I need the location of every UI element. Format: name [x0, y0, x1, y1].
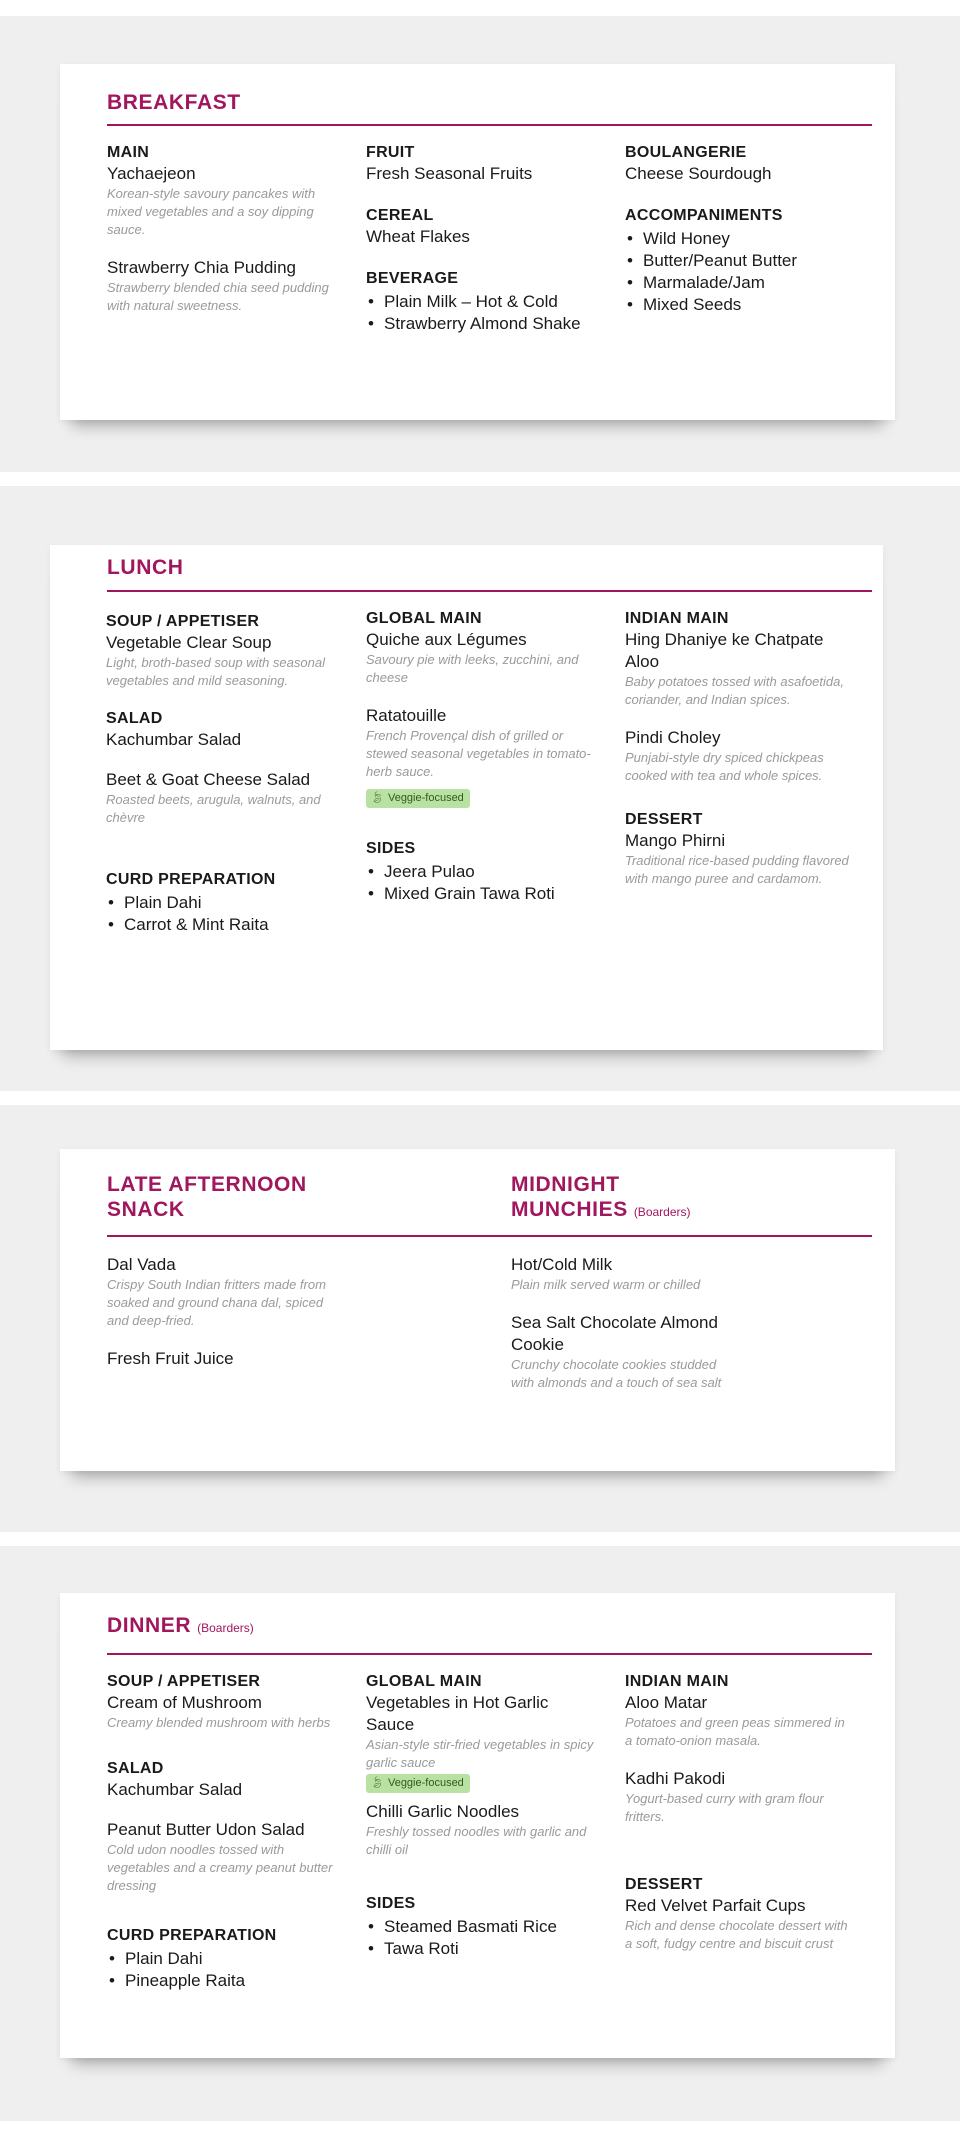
breakfast-title: BREAKFAST	[107, 91, 241, 114]
dish-description: Punjabi-style dry spiced chickpeas cooked with tea and whole spices.	[625, 750, 824, 783]
sides-list	[366, 861, 596, 905]
dish-name: Kachumbar Salad	[106, 730, 242, 749]
dish-name: Chilli Garlic Noodles	[366, 1802, 520, 1821]
dinner-col-indian	[625, 1671, 855, 1953]
dish-name: Quiche aux Légumes	[366, 630, 527, 649]
section-heading: CURD PREPARATION	[106, 871, 276, 888]
dish-name: Sea Salt Chocolate Almond Cookie	[511, 1313, 718, 1354]
dish-description: Plain milk served warm or chilled	[511, 1277, 701, 1292]
section-heading: CURD PREPARATION	[107, 1927, 277, 1944]
list-item: • Plain Milk – Hot & Cold	[366, 291, 596, 313]
dish-name: Beet & Goat Cheese Salad	[106, 770, 311, 789]
list-item: • Carrot & Mint Raita	[106, 914, 336, 936]
lunch-col-global	[366, 608, 596, 905]
dish-name: Peanut Butter Udon Salad	[107, 1820, 305, 1839]
curd-list	[107, 1948, 337, 1992]
dish-name: Dal Vada	[107, 1255, 176, 1274]
dish-description: Potatoes and green peas simmered in a tomato-onion masala.	[625, 1715, 845, 1748]
section-heading: SOUP / APPETISER	[107, 1673, 261, 1690]
dish-description: Freshly tossed noodles with garlic and chilli oil	[366, 1824, 587, 1857]
list-item: • Plain Dahi	[106, 892, 336, 914]
dish-name: Ratatouille	[366, 706, 447, 725]
curd-list	[106, 892, 336, 936]
snack-card	[60, 1149, 895, 1471]
dish-description: Creamy blended mushroom with herbs	[107, 1715, 331, 1730]
dish-name: Hing Dhaniye ke Chatpate Aloo	[625, 630, 824, 671]
midnight-title-text: MIDNIGHT MUNCHIES	[511, 1173, 628, 1221]
list-item: • Marmalade/Jam	[625, 272, 865, 294]
dish-name: Fresh Seasonal Fruits	[366, 164, 533, 183]
lunch-col-soup	[106, 611, 336, 936]
dish-description: Rich and dense chocolate dessert with a soft, fudgy centre and biscuit crust	[625, 1918, 848, 1951]
dinner-col-global	[366, 1671, 596, 1960]
list-item: • Jeera Pulao	[366, 861, 596, 883]
beverage-list	[366, 291, 596, 335]
dish-description: Strawberry blended chia seed pudding with natural sweetness.	[107, 280, 329, 313]
section-heading: SIDES	[366, 1895, 416, 1912]
dish-description: Yogurt-based curry with gram flour fritters.	[625, 1791, 824, 1824]
section-heading: DESSERT	[625, 811, 703, 828]
dish-name: Pindi Choley	[625, 728, 721, 747]
dish-name: Aloo Matar	[625, 1693, 708, 1712]
section-heading: FRUIT	[366, 144, 415, 161]
dish-name: Yachaejeon	[107, 164, 196, 183]
sides-list	[366, 1916, 596, 1960]
dish-description: Korean-style savoury pancakes with mixed vegetables and a soy dipping sauce.	[107, 186, 316, 237]
dish-name: Kadhi Pakodi	[625, 1769, 726, 1788]
dish-name: Mango Phirni	[625, 831, 726, 850]
dish-name: Fresh Fruit Juice	[107, 1349, 234, 1368]
dish-name: Red Velvet Parfait Cups	[625, 1896, 806, 1915]
dish-description: French Provençal dish of grilled or stewed seasonal vegetables in tomato-herb sauce.	[366, 728, 591, 779]
dish-name: Cream of Mushroom	[107, 1693, 262, 1712]
section-heading: SALAD	[107, 1760, 164, 1777]
lunch-col-indian	[625, 608, 855, 888]
section-heading: INDIAN MAIN	[625, 610, 729, 627]
section-heading: CEREAL	[366, 207, 434, 224]
section-heading: GLOBAL MAIN	[366, 1673, 482, 1690]
section-heading: SIDES	[366, 840, 416, 857]
dish-name: Cheese Sourdough	[625, 164, 772, 183]
dish-description: Crispy South Indian fritters made from soaked and ground chana dal, spiced and deep-fried.	[107, 1277, 326, 1328]
dish-name: Vegetables in Hot Garlic Sauce	[366, 1693, 549, 1734]
boarders-note: (Boarders)	[633, 1205, 691, 1219]
list-item: • Wild Honey	[625, 228, 865, 250]
list-item: • Mixed Grain Tawa Roti	[366, 883, 596, 905]
section-heading: MAIN	[107, 144, 150, 161]
section-heading: BOULANGERIE	[625, 144, 747, 161]
breakfast-col-main	[107, 142, 337, 315]
badge-label: Veggie-focused	[387, 1777, 464, 1789]
list-item: • Butter/Peanut Butter	[625, 250, 865, 272]
dinner-title-text: DINNER	[107, 1614, 192, 1637]
dish-description: Cold udon noodles tossed with vegetables and a creamy peanut butter dressing	[107, 1842, 333, 1893]
section-heading: BEVERAGE	[366, 270, 459, 287]
leaf-icon: 🍃︎	[370, 792, 384, 804]
breakfast-col-boulangerie	[625, 142, 865, 316]
snack-col	[107, 1254, 337, 1370]
dinner-card	[60, 1593, 895, 2058]
list-item: • Strawberry Almond Shake	[366, 313, 596, 335]
dish-description: Baby potatoes tossed with asafoetida, coriander, and Indian spices.	[625, 674, 844, 707]
snack-title: LATE AFTERNOON SNACK	[107, 1173, 307, 1221]
dish-description: Savoury pie with leeks, zucchini, and cheese	[366, 652, 579, 685]
breakfast-divider	[107, 124, 872, 126]
breakfast-col-fruit	[366, 142, 596, 335]
lunch-divider	[107, 590, 872, 592]
leaf-icon: 🍃︎	[370, 1777, 384, 1789]
dinner-divider	[107, 1653, 872, 1655]
breakfast-card	[60, 64, 895, 420]
snack-divider	[107, 1235, 872, 1237]
dish-description: Roasted beets, arugula, walnuts, and chèvre	[106, 792, 321, 825]
list-item: • Mixed Seeds	[625, 294, 865, 316]
dinner-col-soup	[107, 1671, 337, 1992]
section-heading: SOUP / APPETISER	[106, 613, 260, 630]
boarders-note: (Boarders)	[197, 1621, 254, 1635]
section-heading: GLOBAL MAIN	[366, 610, 482, 627]
lunch-card	[50, 545, 883, 1050]
accompaniments-list	[625, 228, 865, 316]
dish-description: Light, broth-based soup with seasonal vegetables and mild seasoning.	[106, 655, 325, 688]
dish-name: Kachumbar Salad	[107, 1780, 243, 1799]
section-heading: DESSERT	[625, 1876, 703, 1893]
midnight-col	[511, 1254, 741, 1392]
dish-description: Asian-style stir-fried vegetables in spicy garlic sauce	[366, 1737, 594, 1770]
dinner-title	[107, 1613, 254, 1641]
list-item: • Tawa Roti	[366, 1938, 596, 1960]
veggie-badge	[366, 1774, 470, 1793]
dish-name: Hot/Cold Milk	[511, 1255, 613, 1274]
dish-name: Vegetable Clear Soup	[106, 633, 272, 652]
veggie-badge	[366, 789, 470, 808]
dish-name: Wheat Flakes	[366, 227, 470, 246]
lunch-title: LUNCH	[107, 556, 184, 579]
section-heading: SALAD	[106, 710, 163, 727]
list-item: • Pineapple Raita	[107, 1970, 337, 1992]
list-item: • Steamed Basmati Rice	[366, 1916, 596, 1938]
badge-label: Veggie-focused	[387, 792, 464, 804]
midnight-title	[511, 1172, 751, 1225]
dish-description: Traditional rice-based pudding flavored with mango puree and cardamom.	[625, 853, 849, 886]
section-heading: ACCOMPANIMENTS	[625, 207, 783, 224]
section-heading: INDIAN MAIN	[625, 1673, 729, 1690]
dish-description: Crunchy chocolate cookies studded with almonds and a touch of sea salt	[511, 1357, 722, 1390]
dish-name: Strawberry Chia Pudding	[107, 258, 296, 277]
list-item: • Plain Dahi	[107, 1948, 337, 1970]
